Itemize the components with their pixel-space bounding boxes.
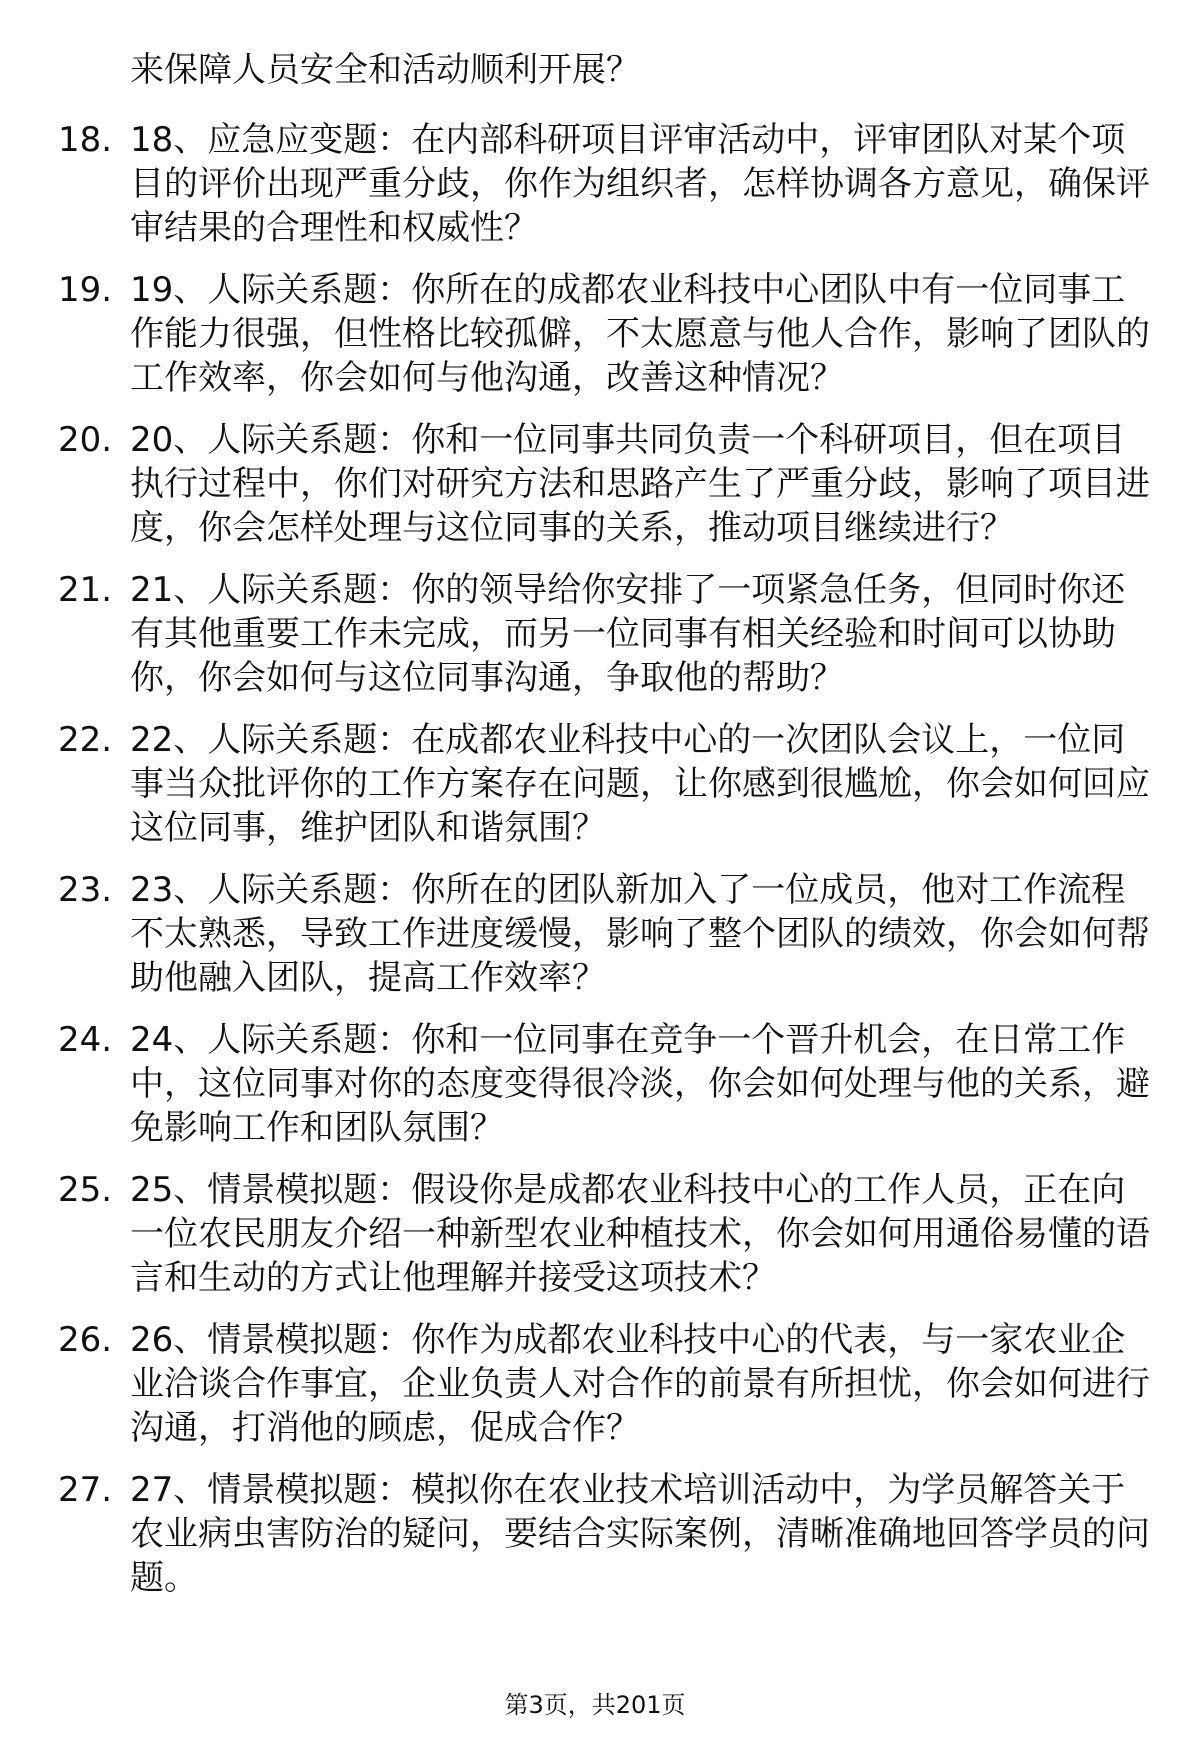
question-text: 23、人际关系题：你所在的团队新加入了一位成员，他对工作流程不太熟悉，导致工作进度缓慢，影响了整个团队的绩效，你会如何帮助他融入团队，提高工作效率？ <box>130 870 1150 998</box>
question-number: 19. <box>58 270 113 310</box>
list-item <box>0 568 1190 700</box>
list-item <box>0 1018 1190 1150</box>
question-text: 22、人际关系题：在成都农业科技中心的一次团队会议上，一位同事当众批评你的工作方案存在问题，让你感到很尴尬，你会如何回应这位同事，维护团队和谐氛围？ <box>130 720 1150 848</box>
question-text: 27、情景模拟题：模拟你在农业技术培训活动中，为学员解答关于农业病虫害防治的疑问，要结合实际案例，清晰准确地回答学员的问题。 <box>130 1470 1150 1598</box>
question-text: 21、人际关系题：你的领导给你安排了一项紧急任务，但同时你还有其他重要工作未完成，而另一位同事有相关经验和时间可以协助你，你会如何与这位同事沟通，争取他的帮助？ <box>130 570 1126 698</box>
list-item <box>0 1468 1190 1600</box>
question-number: 25. <box>58 1170 113 1210</box>
question-text: 24、人际关系题：你和一位同事在竞争一个晋升机会，在日常工作中，这位同事对你的态度变得很冷淡，你会如何处理与他的关系，避免影响工作和团队氛围？ <box>130 1020 1150 1148</box>
question-number: 23. <box>58 870 113 910</box>
question-number: 26. <box>58 1320 113 1360</box>
list-item <box>0 418 1190 550</box>
question-text: 19、人际关系题：你所在的成都农业科技中心团队中有一位同事工作能力很强，但性格比较孤僻，不太愿意与他人合作，影响了团队的工作效率，你会如何与他沟通，改善这种情况？ <box>130 270 1150 398</box>
list-item <box>0 718 1190 850</box>
list-item <box>0 118 1190 250</box>
question-number: 18. <box>58 120 113 160</box>
question-number: 27. <box>58 1470 113 1510</box>
question-text: 20、人际关系题：你和一位同事共同负责一个科研项目，但在项目执行过程中，你们对研究方法和思路产生了严重分歧，影响了项目进度，你会怎样处理与这位同事的关系，推动项目继续进行？ <box>130 420 1150 548</box>
list-item <box>0 1318 1190 1450</box>
question-text: 18、应急应变题：在内部科研项目评审活动中，评审团队对某个项目的评价出现严重分歧，你作为组织者，怎样协调各方意见，确保评审结果的合理性和权威性？ <box>130 120 1150 248</box>
question-number: 24. <box>58 1020 113 1060</box>
page-footer: 第3页，共201页 <box>504 1691 686 1719</box>
question-number: 22. <box>58 720 113 760</box>
list-item <box>0 868 1190 1000</box>
question-number: 21. <box>58 570 113 610</box>
list-item <box>0 268 1190 400</box>
question-text: 26、情景模拟题：你作为成都农业科技中心的代表，与一家农业企业洽谈合作事宜，企业负责人对合作的前景有所担忧，你会如何进行沟通，打消他的顾虑，促成合作？ <box>130 1320 1150 1448</box>
question-list <box>0 118 1190 1618</box>
list-item <box>0 1168 1190 1300</box>
question-text: 25、情景模拟题：假设你是成都农业科技中心的工作人员，正在向一位农民朋友介绍一种新型农业种植技术，你会如何用通俗易懂的语言和生动的方式让他理解并接受这项技术？ <box>130 1170 1150 1298</box>
question-number: 20. <box>58 420 113 460</box>
continuation-text: 来保障人员安全和活动顺利开展？ <box>130 50 640 90</box>
